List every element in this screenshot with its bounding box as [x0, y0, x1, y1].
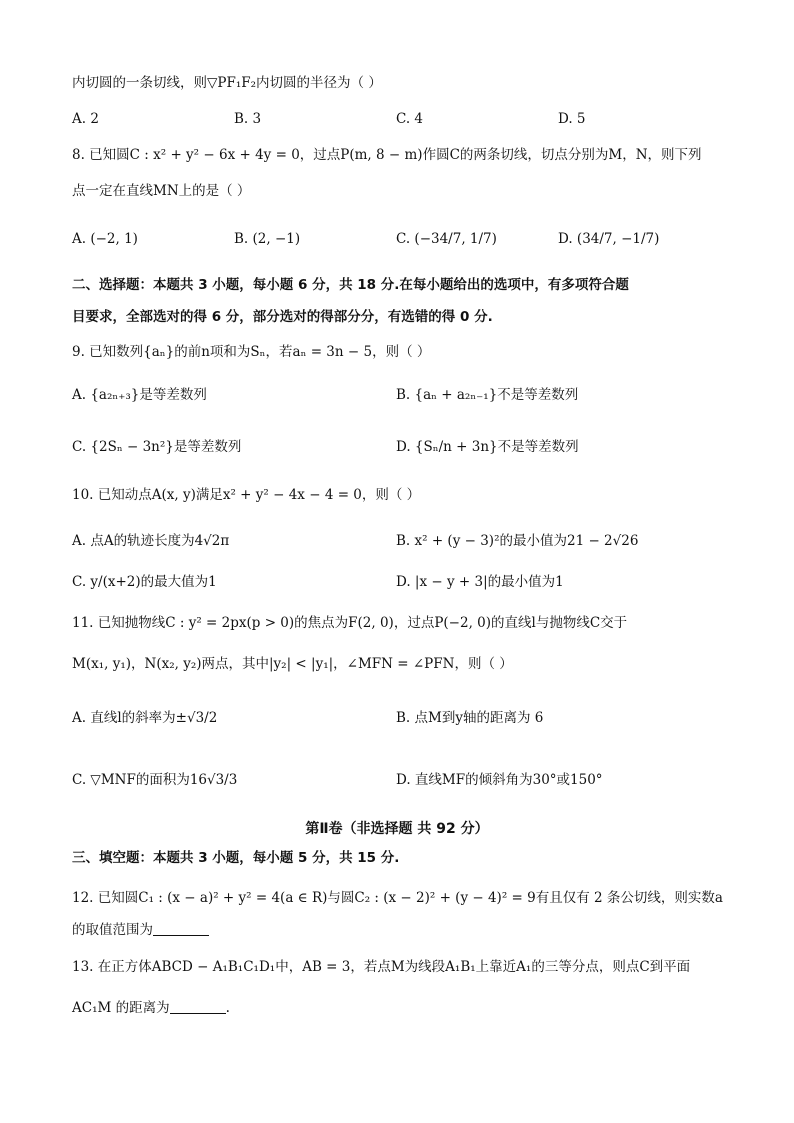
q9-option-a: A. {a₂ₙ₊₃}是等差数列 [72, 387, 207, 403]
q12-stem-line2 [72, 921, 209, 939]
q7-tail: 内切圆的一条切线，则▽PF₁F₂内切圆的半径为（ ） [72, 75, 382, 91]
q12-stem-line1: 12. 已知圆C₁ : (x − a)² + y² = 4(a ∈ R)与圆C₂ : (x − 2)² + (y − 4)² = 9有且仅有 2 条公切线，则实数a [72, 890, 723, 906]
q11-stem-line1: 11. 已知抛物线C : y² = 2px(p > 0)的焦点为F(2, 0)，过点P(−2, 0)的直线l与抛物线C交于 [72, 615, 628, 631]
q11-option-b: B. 点M到y轴的距离为 6 [396, 710, 544, 726]
q9-stem: 9. 已知数列{aₙ}的前n项和为Sₙ，若aₙ = 3n − 5，则（ ） [72, 344, 431, 360]
q7-option-b: B. 3 [234, 111, 262, 127]
q8-option-d: D. (34/7, −1/7) [558, 231, 660, 247]
q10-option-c: C. y/(x+2)的最大值为1 [72, 574, 217, 590]
q10-option-a: A. 点A的轨迹长度为4√2π [72, 533, 230, 549]
q10-option-d: D. |x − y + 3|的最小值为1 [396, 574, 564, 590]
q13-stem-text: AC₁M 的距离为 [72, 1000, 170, 1016]
q12-stem-text: 的取值范围为 [72, 922, 153, 938]
q13-stem-line2: AC₁M 的距离为 . [72, 1000, 230, 1016]
section2-heading-line2: 目要求，全部选对的得 6 分，部分选对的得部分分，有选错的得 0 分. [72, 309, 493, 325]
q11-option-c: C. ▽MNF的面积为16√3/3 [72, 772, 238, 788]
q8-stem-line2: 点一定在直线MN上的是（ ） [72, 183, 251, 199]
q10-option-b: B. x² + (y − 3)²的最小值为21 − 2√26 [396, 533, 639, 549]
section2-heading-line1: 二、选择题：本题共 3 小题，每小题 6 分，共 18 分.在每小题给出的选项中，有多项符合题 [72, 277, 629, 293]
part2-title: 第Ⅱ卷（非选择题 共 92 分） [305, 821, 489, 837]
q13-answer-blank [170, 1001, 226, 1014]
q7-option-a: A. 2 [72, 111, 99, 127]
q12-answer-blank [153, 923, 209, 936]
q8-stem-line1: 8. 已知圆C : x² + y² − 6x + 4y = 0，过点P(m, 8 − m)作圆C的两条切线，切点分别为M，N，则下列 [72, 147, 702, 163]
q7-option-c: C. 4 [396, 111, 424, 127]
q11-option-d: D. 直线MF的倾斜角为30°或150° [396, 772, 603, 788]
q8-option-c: C. (−34/7, 1/7) [396, 231, 497, 247]
q7-option-d: D. 5 [558, 111, 586, 127]
q11-stem-line2: M(x₁, y₁)，N(x₂, y₂)两点，其中|y₂| < |y₁|，∠MFN = ∠PFN，则（ ） [72, 656, 513, 672]
q13-stem-line1: 13. 在正方体ABCD − A₁B₁C₁D₁中，AB = 3，若点M为线段A₁B₁上靠近A₁的三等分点，则点C到平面 [72, 959, 691, 975]
q8-option-a: A. (−2, 1) [72, 231, 138, 247]
q8-option-b: B. (2, −1) [234, 231, 301, 247]
q10-stem: 10. 已知动点A(x, y)满足x² + y² − 4x − 4 = 0，则（ ） [72, 487, 421, 503]
q11-option-a: A. 直线l的斜率为±√3/2 [72, 710, 218, 726]
q9-option-d: D. {Sₙ/n + 3n}不是等差数列 [396, 439, 579, 455]
q9-option-c: C. {2Sₙ − 3n²}是等差数列 [72, 439, 242, 455]
q9-option-b: B. {aₙ + a₂ₙ₋₁}不是等差数列 [396, 387, 579, 403]
section3-heading: 三、填空题：本题共 3 小题，每小题 5 分，共 15 分. [72, 850, 400, 866]
